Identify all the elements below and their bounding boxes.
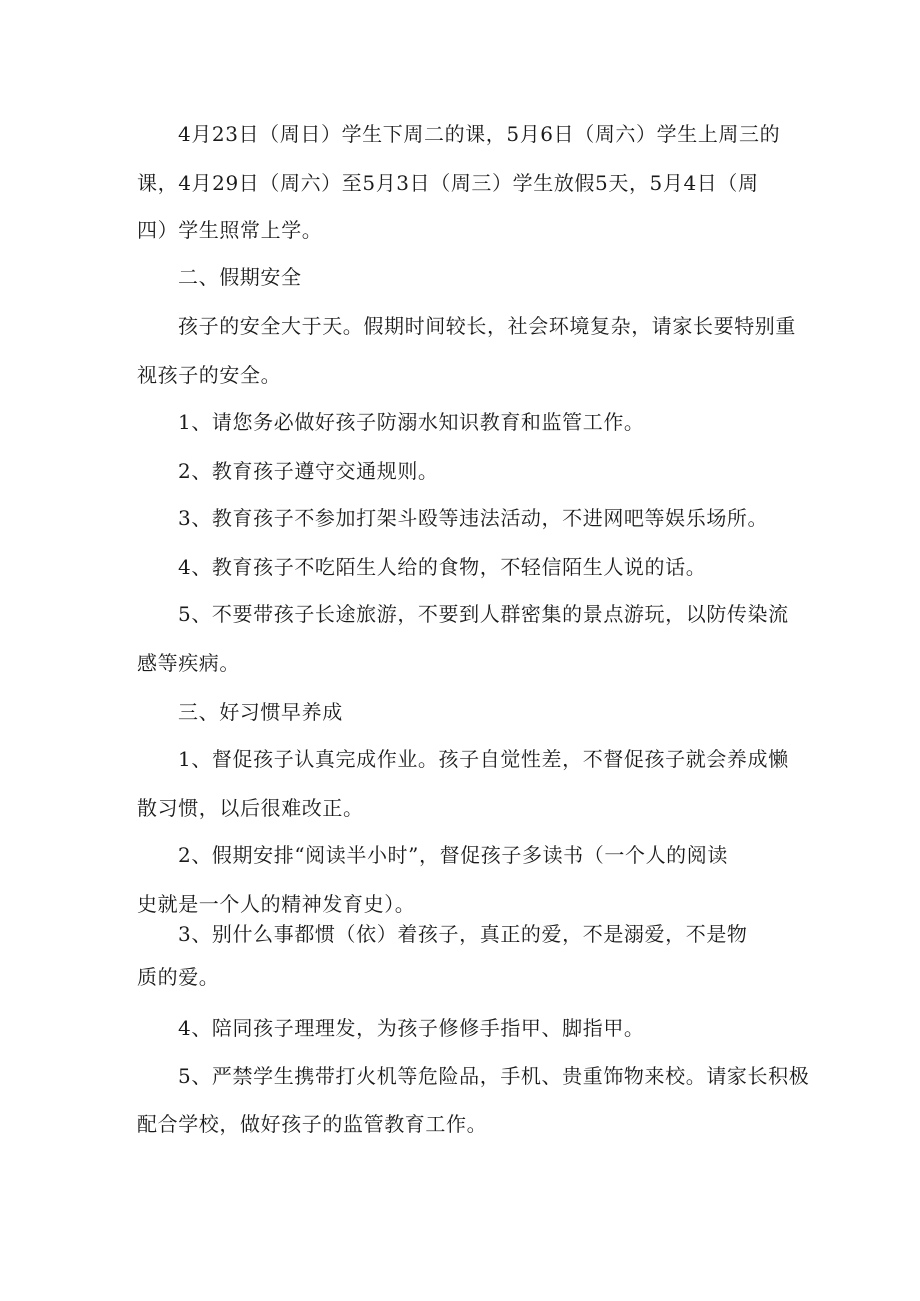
habit-item-5-line-1: 5、严禁学生携带打火机等危险品，手机、贵重饰物来校。请家长积极: [178, 1064, 810, 1088]
habit-item-3-line-2: 质的爱。: [137, 965, 220, 989]
safety-item-5-line-1: 5、不要带孩子长途旅游，不要到人群密集的景点游玩，以防传染流: [178, 602, 789, 626]
safety-item-2: 2、教育孩子遵守交通规则。: [178, 459, 439, 483]
safety-item-3: 3、教育孩子不参加打架斗殴等违法活动，不进网吧等娱乐场所。: [178, 506, 769, 530]
safety-item-5-line-2: 感等疾病。: [137, 651, 240, 675]
section-heading-holiday-safety: 二、假期安全: [178, 265, 302, 289]
habit-item-3-line-1: 3、别什么事都惯（依）着孩子，真正的爱，不是溺爱，不是物: [178, 922, 748, 946]
habit-item-4: 4、陪同孩子理理发，为孩子修修手指甲、脚指甲。: [178, 1016, 645, 1040]
safety-item-4: 4、教育孩子不吃陌生人给的食物，不轻信陌生人说的话。: [178, 555, 707, 579]
habit-item-2-line-2: 史就是一个人的精神发育史）。: [137, 892, 416, 916]
habit-item-1-line-1: 1、督促孩子认真完成作业。孩子自觉性差，不督促孩子就会养成懒: [178, 747, 789, 771]
habit-item-5-line-2: 配合学校，做好孩子的监管教育工作。: [137, 1112, 488, 1136]
paragraph-schedule-line-1: 4月23日（周日）学生下周二的课，5月6日（周六）学生上周三的: [178, 122, 781, 146]
paragraph-safety-line-2: 视孩子的安全。: [137, 363, 282, 387]
section-heading-good-habits: 三、好习惯早养成: [178, 700, 343, 724]
habit-item-2-line-1: 2、假期安排“阅读半小时”，督促孩子多读书（一个人的阅读: [178, 843, 728, 867]
safety-item-1: 1、请您务必做好孩子防溺水知识教育和监管工作。: [178, 410, 645, 434]
paragraph-schedule-line-3: 四）学生照常上学。: [137, 218, 323, 242]
habit-item-1-line-2: 散习惯，以后很难改正。: [137, 796, 364, 820]
paragraph-safety-line-1: 孩子的安全大于天。假期时间较长，社会环境复杂，请家长要特别重: [178, 314, 796, 338]
paragraph-schedule-line-2: 课，4月29日（周六）至5月3日（周三）学生放假5天，5月4日（周: [137, 171, 759, 195]
